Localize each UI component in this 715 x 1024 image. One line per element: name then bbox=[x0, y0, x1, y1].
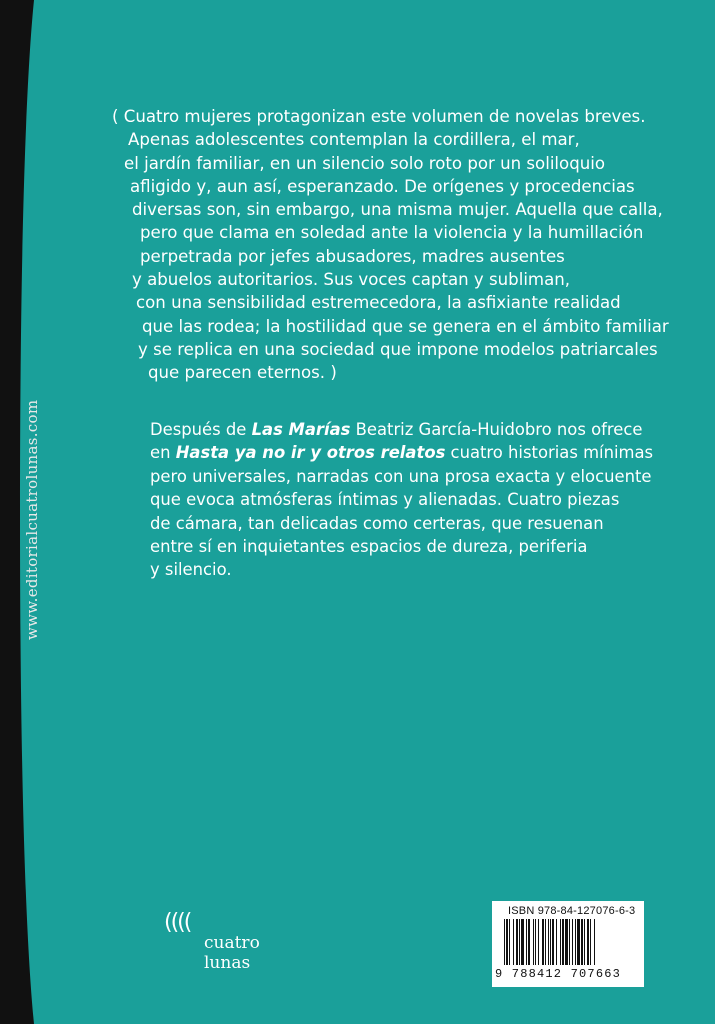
blurb-line: que evoca atmósferas íntimas y alienadas. Cuatro piezas bbox=[150, 490, 620, 510]
blurb-line: entre sí en inquietantes espacios de dureza, periferia bbox=[150, 537, 588, 557]
blurb-line: pero universales, narradas con una prosa exacta y elocuente bbox=[150, 466, 652, 486]
synopsis-line: que las rodea; la hostilidad que se genera en el ámbito familiar bbox=[142, 316, 669, 336]
synopsis-line: y se replica en una sociedad que impone modelos patriarcales bbox=[138, 339, 658, 359]
blurb-line bbox=[150, 418, 690, 441]
blurb-text: Beatriz García-Huidobro nos ofrece bbox=[350, 420, 643, 439]
isbn-barcode bbox=[492, 901, 644, 987]
synopsis-line: perpetrada por jefes abusadores, madres ausentes bbox=[140, 246, 565, 266]
publisher-logo bbox=[164, 910, 294, 980]
barcode-digits: 9 788412 707663 bbox=[495, 967, 622, 981]
publisher-name bbox=[204, 933, 260, 973]
blurb-text: cuatro historias mínimas bbox=[445, 443, 654, 463]
publisher-name-line: cuatro bbox=[204, 933, 260, 953]
barcode-bars-icon bbox=[496, 919, 640, 969]
synopsis-line: Apenas adolescentes contemplan la cordillera, el mar, bbox=[128, 130, 580, 150]
synopsis-paragraph bbox=[112, 105, 702, 385]
blurb-line: de cámara, tan delicadas como certeras, que resuenan bbox=[150, 513, 604, 533]
synopsis-line: pero que clama en soledad ante la violencia y la humillación bbox=[140, 223, 644, 243]
moon-phases-icon: (((( bbox=[164, 910, 191, 935]
synopsis-line: ( Cuatro mujeres protagonizan este volumen de novelas breves. bbox=[112, 107, 646, 126]
synopsis-line: y abuelos autoritarios. Sus voces captan y subliman, bbox=[132, 270, 571, 290]
blurb-text: Después de bbox=[150, 420, 252, 439]
publisher-url: www.editorialcuatrolunas.com bbox=[23, 399, 41, 640]
blurb-text: en bbox=[150, 443, 176, 463]
blurb-line bbox=[150, 441, 690, 464]
publisher-name-line: lunas bbox=[204, 953, 251, 973]
isbn-label: ISBN 978-84-127076-6-3 bbox=[508, 905, 636, 917]
synopsis-line: el jardín familiar, en un silencio solo roto por un soliloquio bbox=[124, 153, 606, 173]
author-blurb bbox=[150, 418, 690, 582]
book-title-hasta-ya-no-ir: Hasta ya no ir y otros relatos bbox=[175, 443, 446, 463]
synopsis-line: afligido y, aun así, esperanzado. De orígenes y procedencias bbox=[130, 176, 635, 196]
synopsis-line: que parecen eternos. ) bbox=[148, 363, 337, 383]
synopsis-line: diversas son, sin embargo, una misma mujer. Aquella que calla, bbox=[132, 200, 663, 220]
book-title-las-marias: Las Marías bbox=[251, 420, 351, 439]
blurb-line: y silencio. bbox=[150, 560, 232, 580]
spine-band bbox=[0, 0, 70, 1024]
synopsis-line: con una sensibilidad estremecedora, la asfixiante realidad bbox=[136, 293, 621, 313]
